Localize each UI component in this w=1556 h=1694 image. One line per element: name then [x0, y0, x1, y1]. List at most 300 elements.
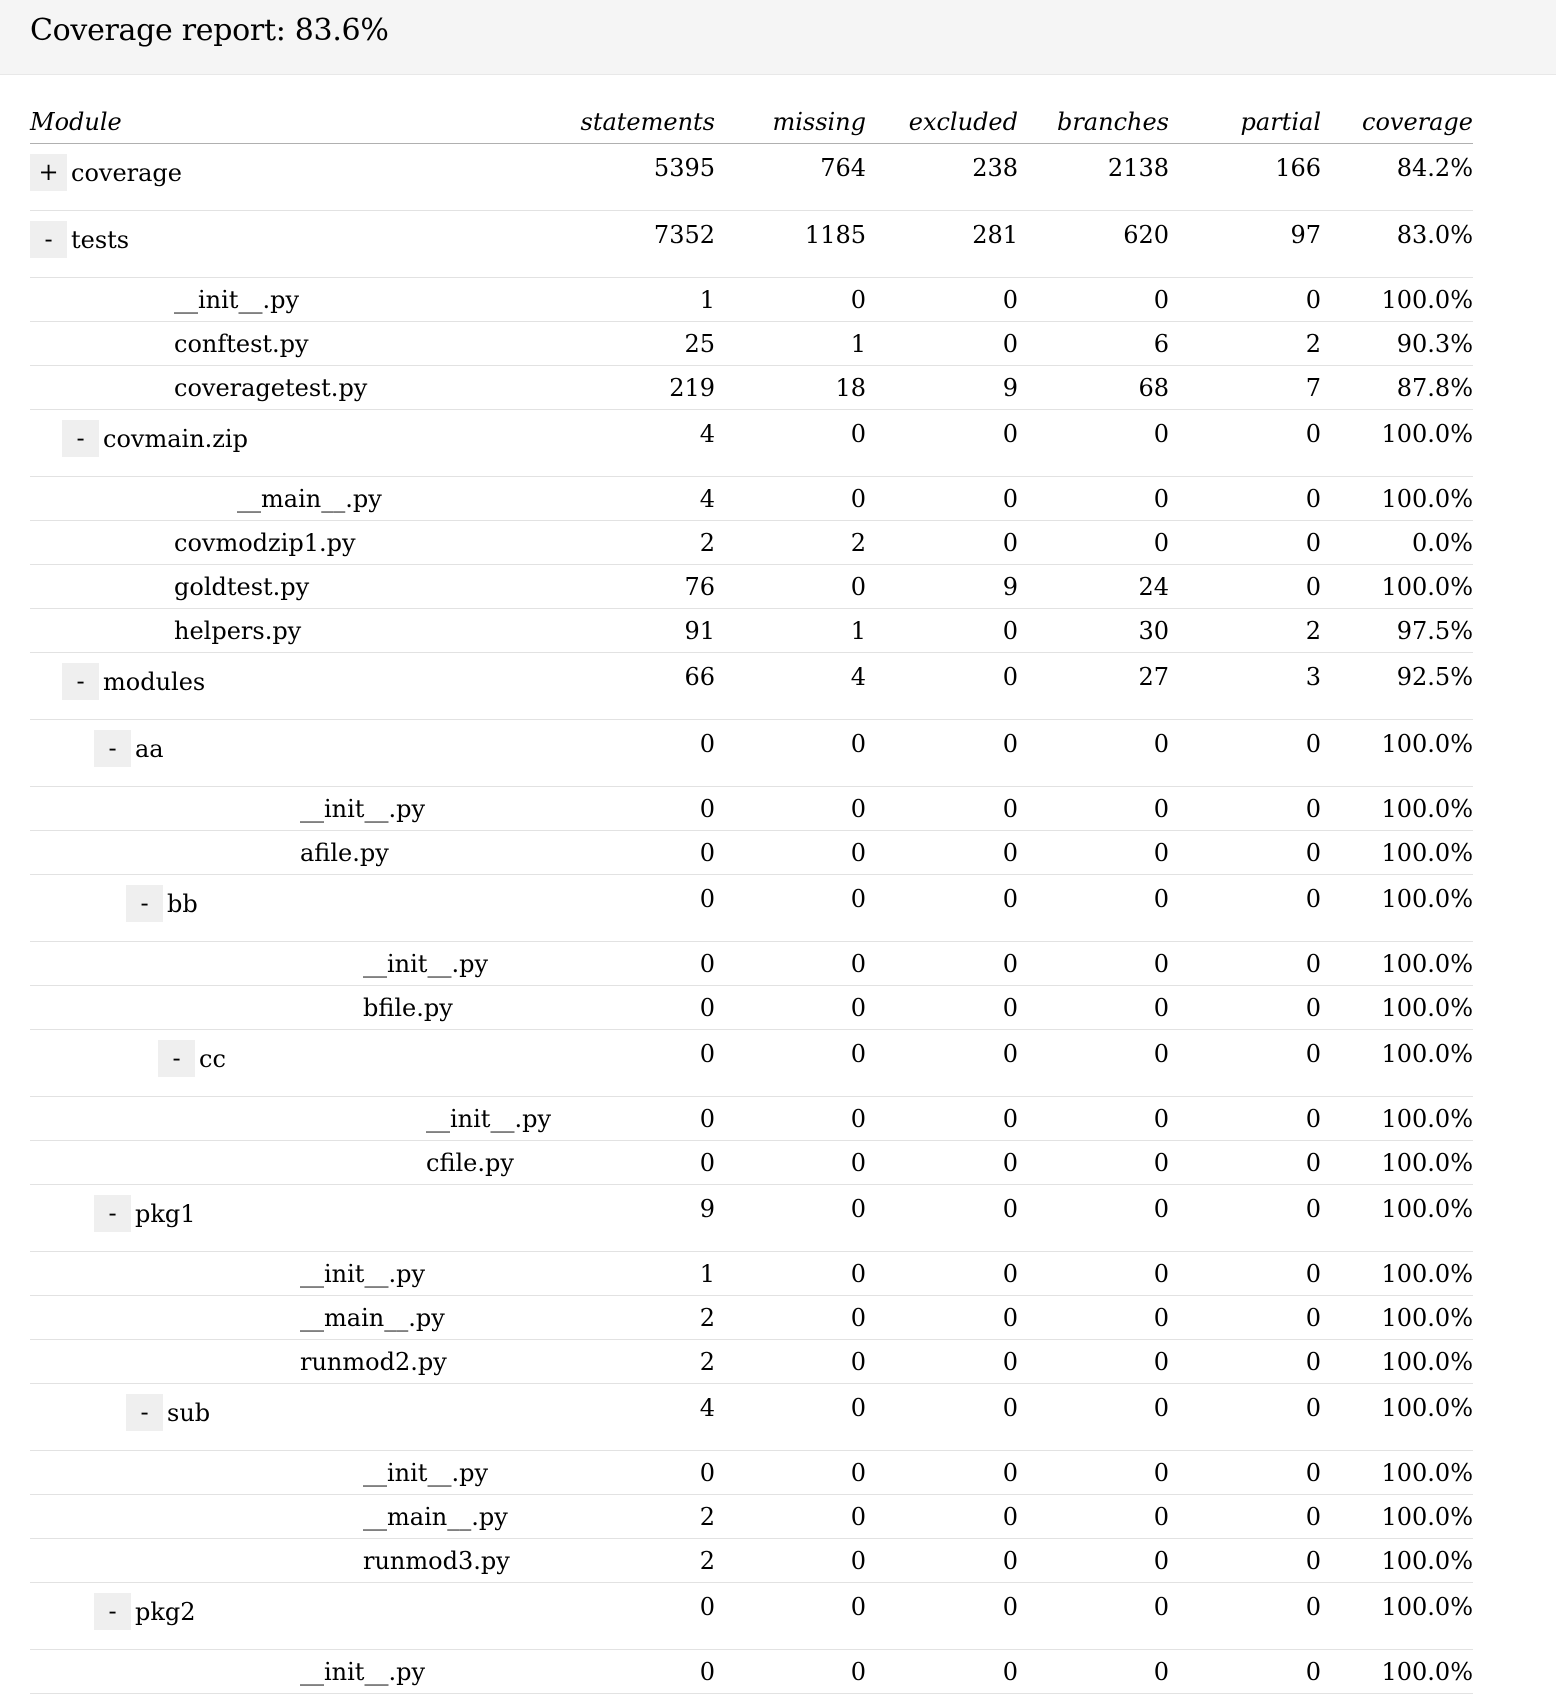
coverage-cell: 97.5% [1321, 609, 1473, 653]
coverage-cell: 100.0% [1321, 410, 1473, 477]
excluded-cell: 0 [866, 1583, 1018, 1650]
missing-cell: 0 [715, 410, 866, 477]
directory-name[interactable]: aa [135, 734, 164, 763]
partial-cell: 0 [1169, 720, 1321, 787]
column-header-partial[interactable]: partial [1169, 100, 1321, 144]
partial-cell: 0 [1169, 278, 1321, 322]
partial-cell: 0 [1169, 1296, 1321, 1340]
module-cell [30, 144, 565, 211]
statements-cell: 1 [565, 1252, 715, 1296]
directory-name[interactable]: pkg2 [135, 1597, 196, 1626]
excluded-cell: 0 [866, 986, 1018, 1030]
missing-cell: 0 [715, 1030, 866, 1097]
branches-cell: 620 [1018, 211, 1169, 278]
statements-cell: 0 [565, 1097, 715, 1141]
missing-cell: 1 [715, 609, 866, 653]
file-link[interactable]: __init__.py [300, 794, 426, 823]
module-cell [30, 1252, 565, 1296]
excluded-cell: 0 [866, 278, 1018, 322]
branches-cell: 0 [1018, 1340, 1169, 1384]
module-cell [30, 986, 565, 1030]
branches-cell: 0 [1018, 1583, 1169, 1650]
directory-label[interactable] [62, 663, 205, 700]
coverage-cell: 100.0% [1321, 1030, 1473, 1097]
branches-cell: 30 [1018, 609, 1169, 653]
coverage-cell: 87.8% [1321, 366, 1473, 410]
module-cell [30, 410, 565, 477]
directory-name[interactable]: coverage [71, 158, 182, 187]
module-cell [30, 653, 565, 720]
statements-cell: 0 [565, 1650, 715, 1694]
missing-cell: 0 [715, 1296, 866, 1340]
missing-cell: 764 [715, 144, 866, 211]
directory-row [30, 875, 1473, 942]
file-link[interactable]: runmod3.py [363, 1546, 510, 1575]
statements-cell: 4 [565, 1384, 715, 1451]
partial-cell: 0 [1169, 1451, 1321, 1495]
branches-cell: 0 [1018, 1030, 1169, 1097]
column-header-module[interactable]: Module [30, 100, 565, 144]
branches-cell: 2138 [1018, 144, 1169, 211]
directory-row [30, 720, 1473, 787]
collapse-toggle[interactable]: - [94, 1195, 131, 1232]
directory-label[interactable] [94, 730, 164, 767]
directory-row [30, 410, 1473, 477]
branches-cell: 0 [1018, 831, 1169, 875]
module-cell [30, 609, 565, 653]
excluded-cell: 0 [866, 942, 1018, 986]
excluded-cell: 9 [866, 366, 1018, 410]
file-row [30, 521, 1473, 565]
excluded-cell: 0 [866, 1296, 1018, 1340]
collapse-toggle[interactable]: - [30, 221, 67, 258]
directory-label[interactable] [126, 1394, 210, 1431]
directory-row [30, 1583, 1473, 1650]
page-title: Coverage report: 83.6% [30, 13, 389, 48]
statements-cell: 0 [565, 831, 715, 875]
missing-cell: 0 [715, 1451, 866, 1495]
file-link[interactable]: __init__.py [174, 285, 300, 314]
coverage-cell: 100.0% [1321, 1340, 1473, 1384]
excluded-cell: 0 [866, 609, 1018, 653]
partial-cell: 0 [1169, 521, 1321, 565]
coverage-table [30, 100, 1473, 1694]
statements-cell: 2 [565, 1340, 715, 1384]
partial-cell: 0 [1169, 1141, 1321, 1185]
branches-cell: 0 [1018, 1141, 1169, 1185]
file-link[interactable]: runmod2.py [300, 1347, 447, 1376]
collapse-toggle[interactable]: - [94, 1593, 131, 1630]
file-link[interactable]: cfile.py [426, 1148, 514, 1177]
collapse-toggle[interactable]: - [158, 1040, 195, 1077]
statements-cell: 5395 [565, 144, 715, 211]
partial-cell: 0 [1169, 1539, 1321, 1583]
missing-cell: 4 [715, 653, 866, 720]
collapse-toggle[interactable]: - [62, 420, 99, 457]
statements-cell: 0 [565, 1451, 715, 1495]
branches-cell: 0 [1018, 1495, 1169, 1539]
coverage-cell: 84.2% [1321, 144, 1473, 211]
missing-cell: 18 [715, 366, 866, 410]
directory-label[interactable] [62, 420, 248, 457]
partial-cell: 0 [1169, 1650, 1321, 1694]
missing-cell: 0 [715, 1340, 866, 1384]
statements-cell: 4 [565, 477, 715, 521]
coverage-cell: 100.0% [1321, 1539, 1473, 1583]
directory-row [30, 144, 1473, 211]
excluded-cell: 0 [866, 322, 1018, 366]
partial-cell: 0 [1169, 942, 1321, 986]
branches-cell: 0 [1018, 942, 1169, 986]
partial-cell: 0 [1169, 1185, 1321, 1252]
missing-cell: 1 [715, 322, 866, 366]
missing-cell: 0 [715, 565, 866, 609]
statements-cell: 66 [565, 653, 715, 720]
missing-cell: 0 [715, 1583, 866, 1650]
excluded-cell: 0 [866, 831, 1018, 875]
branches-cell: 0 [1018, 986, 1169, 1030]
column-header-branches[interactable]: branches [1018, 100, 1169, 144]
coverage-cell: 100.0% [1321, 1650, 1473, 1694]
excluded-cell: 0 [866, 1340, 1018, 1384]
file-link[interactable]: coveragetest.py [174, 373, 368, 402]
coverage-cell: 100.0% [1321, 720, 1473, 787]
file-link[interactable]: goldtest.py [174, 572, 310, 601]
page-header [0, 0, 1556, 75]
branches-cell: 0 [1018, 875, 1169, 942]
branches-cell: 24 [1018, 565, 1169, 609]
missing-cell: 0 [715, 1252, 866, 1296]
module-cell [30, 366, 565, 410]
statements-cell: 2 [565, 1296, 715, 1340]
coverage-cell: 100.0% [1321, 1296, 1473, 1340]
excluded-cell: 0 [866, 1030, 1018, 1097]
coverage-cell: 100.0% [1321, 875, 1473, 942]
partial-cell: 7 [1169, 366, 1321, 410]
excluded-cell: 0 [866, 410, 1018, 477]
excluded-cell: 0 [866, 477, 1018, 521]
coverage-cell: 100.0% [1321, 1451, 1473, 1495]
module-cell [30, 831, 565, 875]
file-row [30, 1097, 1473, 1141]
partial-cell: 0 [1169, 1030, 1321, 1097]
file-row [30, 831, 1473, 875]
partial-cell: 0 [1169, 875, 1321, 942]
excluded-cell: 0 [866, 1185, 1018, 1252]
module-cell [30, 1495, 565, 1539]
excluded-cell: 0 [866, 787, 1018, 831]
branches-cell: 0 [1018, 278, 1169, 322]
missing-cell: 0 [715, 831, 866, 875]
file-row [30, 609, 1473, 653]
statements-cell: 2 [565, 1539, 715, 1583]
excluded-cell: 0 [866, 1252, 1018, 1296]
branches-cell: 68 [1018, 366, 1169, 410]
module-cell [30, 787, 565, 831]
module-cell [30, 942, 565, 986]
column-header-statements[interactable]: statements [565, 100, 715, 144]
statements-cell: 76 [565, 565, 715, 609]
missing-cell: 1185 [715, 211, 866, 278]
module-cell [30, 875, 565, 942]
coverage-cell: 0.0% [1321, 521, 1473, 565]
excluded-cell: 281 [866, 211, 1018, 278]
coverage-cell: 92.5% [1321, 653, 1473, 720]
statements-cell: 2 [565, 1495, 715, 1539]
branches-cell: 0 [1018, 1384, 1169, 1451]
directory-name[interactable]: sub [167, 1398, 211, 1427]
column-header-missing[interactable]: missing [715, 100, 866, 144]
file-row [30, 787, 1473, 831]
module-cell [30, 1451, 565, 1495]
statements-cell: 0 [565, 1141, 715, 1185]
coverage-cell: 100.0% [1321, 1252, 1473, 1296]
module-cell [30, 1384, 565, 1451]
branches-cell: 0 [1018, 1296, 1169, 1340]
statements-cell: 2 [565, 521, 715, 565]
table-body [30, 144, 1473, 1694]
directory-label[interactable] [94, 1195, 196, 1232]
statements-cell: 25 [565, 322, 715, 366]
file-link[interactable]: bfile.py [363, 993, 453, 1022]
file-row [30, 1340, 1473, 1384]
file-row [30, 477, 1473, 521]
statements-cell: 9 [565, 1185, 715, 1252]
statements-cell: 0 [565, 720, 715, 787]
module-cell [30, 1539, 565, 1583]
statements-cell: 7352 [565, 211, 715, 278]
partial-cell: 2 [1169, 609, 1321, 653]
branches-cell: 6 [1018, 322, 1169, 366]
coverage-cell: 100.0% [1321, 787, 1473, 831]
collapse-toggle[interactable]: - [62, 663, 99, 700]
excluded-cell: 0 [866, 1384, 1018, 1451]
column-header-coverage[interactable]: coverage [1321, 100, 1473, 144]
partial-cell: 97 [1169, 211, 1321, 278]
directory-row [30, 653, 1473, 720]
coverage-cell: 83.0% [1321, 211, 1473, 278]
collapse-toggle[interactable]: - [126, 885, 163, 922]
excluded-cell: 0 [866, 1539, 1018, 1583]
excluded-cell: 9 [866, 565, 1018, 609]
file-link[interactable]: __init__.py [300, 1259, 426, 1288]
coverage-cell: 90.3% [1321, 322, 1473, 366]
file-row [30, 1252, 1473, 1296]
file-link[interactable]: conftest.py [174, 329, 309, 358]
directory-label[interactable] [158, 1040, 226, 1077]
coverage-cell: 100.0% [1321, 1097, 1473, 1141]
partial-cell: 0 [1169, 1340, 1321, 1384]
coverage-cell: 100.0% [1321, 477, 1473, 521]
expand-toggle[interactable]: + [30, 154, 67, 191]
directory-name[interactable]: pkg1 [135, 1199, 196, 1228]
missing-cell: 0 [715, 1097, 866, 1141]
file-link[interactable]: __main__.py [363, 1502, 508, 1531]
directory-row [30, 1384, 1473, 1451]
missing-cell: 0 [715, 1650, 866, 1694]
module-cell [30, 211, 565, 278]
module-cell [30, 1650, 565, 1694]
module-cell [30, 1141, 565, 1185]
missing-cell: 0 [715, 1384, 866, 1451]
statements-cell: 1 [565, 278, 715, 322]
branches-cell: 0 [1018, 477, 1169, 521]
module-cell [30, 1340, 565, 1384]
partial-cell: 0 [1169, 787, 1321, 831]
missing-cell: 0 [715, 278, 866, 322]
module-cell [30, 322, 565, 366]
file-row [30, 1495, 1473, 1539]
directory-name[interactable]: cc [199, 1044, 226, 1073]
statements-cell: 91 [565, 609, 715, 653]
directory-label[interactable] [94, 1593, 196, 1630]
partial-cell: 0 [1169, 831, 1321, 875]
coverage-cell: 100.0% [1321, 278, 1473, 322]
statements-cell: 0 [565, 875, 715, 942]
directory-label[interactable] [30, 221, 129, 258]
branches-cell: 0 [1018, 1650, 1169, 1694]
statements-cell: 4 [565, 410, 715, 477]
module-cell [30, 278, 565, 322]
file-link[interactable]: covmodzip1.py [174, 528, 356, 557]
missing-cell: 0 [715, 942, 866, 986]
partial-cell: 166 [1169, 144, 1321, 211]
file-link[interactable]: __init__.py [426, 1104, 552, 1133]
partial-cell: 0 [1169, 1097, 1321, 1141]
coverage-cell: 100.0% [1321, 831, 1473, 875]
excluded-cell: 0 [866, 1495, 1018, 1539]
file-row [30, 322, 1473, 366]
file-row [30, 565, 1473, 609]
missing-cell: 2 [715, 521, 866, 565]
file-link[interactable]: afile.py [300, 838, 389, 867]
directory-name[interactable]: tests [71, 225, 130, 254]
missing-cell: 0 [715, 787, 866, 831]
collapse-toggle[interactable]: - [94, 730, 131, 767]
directory-row [30, 1185, 1473, 1252]
coverage-cell: 100.0% [1321, 1185, 1473, 1252]
branches-cell: 0 [1018, 521, 1169, 565]
file-link[interactable]: __init__.py [300, 1657, 426, 1686]
coverage-cell: 100.0% [1321, 942, 1473, 986]
collapse-toggle[interactable]: - [126, 1394, 163, 1431]
partial-cell: 0 [1169, 1384, 1321, 1451]
partial-cell: 0 [1169, 1583, 1321, 1650]
branches-cell: 0 [1018, 1451, 1169, 1495]
file-link[interactable]: __init__.py [363, 949, 489, 978]
module-cell [30, 565, 565, 609]
column-header-excluded[interactable]: excluded [866, 100, 1018, 144]
directory-row [30, 1030, 1473, 1097]
partial-cell: 0 [1169, 1495, 1321, 1539]
coverage-cell: 100.0% [1321, 565, 1473, 609]
partial-cell: 0 [1169, 1252, 1321, 1296]
file-link[interactable]: __main__.py [300, 1303, 445, 1332]
file-row [30, 1296, 1473, 1340]
file-row [30, 986, 1473, 1030]
file-row [30, 1451, 1473, 1495]
module-cell [30, 1030, 565, 1097]
missing-cell: 0 [715, 875, 866, 942]
excluded-cell: 0 [866, 875, 1018, 942]
partial-cell: 0 [1169, 986, 1321, 1030]
partial-cell: 0 [1169, 565, 1321, 609]
branches-cell: 0 [1018, 787, 1169, 831]
excluded-cell: 0 [866, 720, 1018, 787]
coverage-cell: 100.0% [1321, 1141, 1473, 1185]
coverage-cell: 100.0% [1321, 1583, 1473, 1650]
missing-cell: 0 [715, 1185, 866, 1252]
module-cell [30, 521, 565, 565]
directory-name[interactable]: modules [103, 667, 206, 696]
directory-label[interactable] [30, 154, 182, 191]
branches-cell: 0 [1018, 1539, 1169, 1583]
missing-cell: 0 [715, 1539, 866, 1583]
statements-cell: 219 [565, 366, 715, 410]
file-row [30, 1539, 1473, 1583]
excluded-cell: 0 [866, 1097, 1018, 1141]
excluded-cell: 0 [866, 1451, 1018, 1495]
file-link[interactable]: helpers.py [174, 616, 302, 645]
file-row [30, 942, 1473, 986]
statements-cell: 0 [565, 1583, 715, 1650]
missing-cell: 0 [715, 1495, 866, 1539]
module-cell [30, 1185, 565, 1252]
module-cell [30, 477, 565, 521]
branches-cell: 0 [1018, 410, 1169, 477]
header-row [30, 100, 1473, 144]
directory-row [30, 211, 1473, 278]
directory-name[interactable]: bb [167, 889, 198, 918]
file-link[interactable]: __main__.py [237, 484, 382, 513]
statements-cell: 0 [565, 942, 715, 986]
partial-cell: 0 [1169, 410, 1321, 477]
module-cell [30, 1583, 565, 1650]
excluded-cell: 238 [866, 144, 1018, 211]
missing-cell: 0 [715, 720, 866, 787]
branches-cell: 0 [1018, 1097, 1169, 1141]
partial-cell: 2 [1169, 322, 1321, 366]
module-cell [30, 1296, 565, 1340]
file-row [30, 366, 1473, 410]
branches-cell: 0 [1018, 1185, 1169, 1252]
excluded-cell: 0 [866, 1141, 1018, 1185]
missing-cell: 0 [715, 1141, 866, 1185]
file-link[interactable]: __init__.py [363, 1458, 489, 1487]
coverage-cell: 100.0% [1321, 1384, 1473, 1451]
excluded-cell: 0 [866, 1650, 1018, 1694]
missing-cell: 0 [715, 986, 866, 1030]
file-row [30, 1141, 1473, 1185]
branches-cell: 0 [1018, 720, 1169, 787]
file-row [30, 1650, 1473, 1694]
module-cell [30, 720, 565, 787]
statements-cell: 0 [565, 986, 715, 1030]
branches-cell: 27 [1018, 653, 1169, 720]
directory-label[interactable] [126, 885, 198, 922]
directory-name[interactable]: covmain.zip [103, 424, 248, 453]
coverage-cell: 100.0% [1321, 986, 1473, 1030]
missing-cell: 0 [715, 477, 866, 521]
coverage-cell: 100.0% [1321, 1495, 1473, 1539]
branches-cell: 0 [1018, 1252, 1169, 1296]
partial-cell: 0 [1169, 477, 1321, 521]
statements-cell: 0 [565, 787, 715, 831]
module-cell [30, 1097, 565, 1141]
file-row [30, 278, 1473, 322]
statements-cell: 0 [565, 1030, 715, 1097]
partial-cell: 3 [1169, 653, 1321, 720]
